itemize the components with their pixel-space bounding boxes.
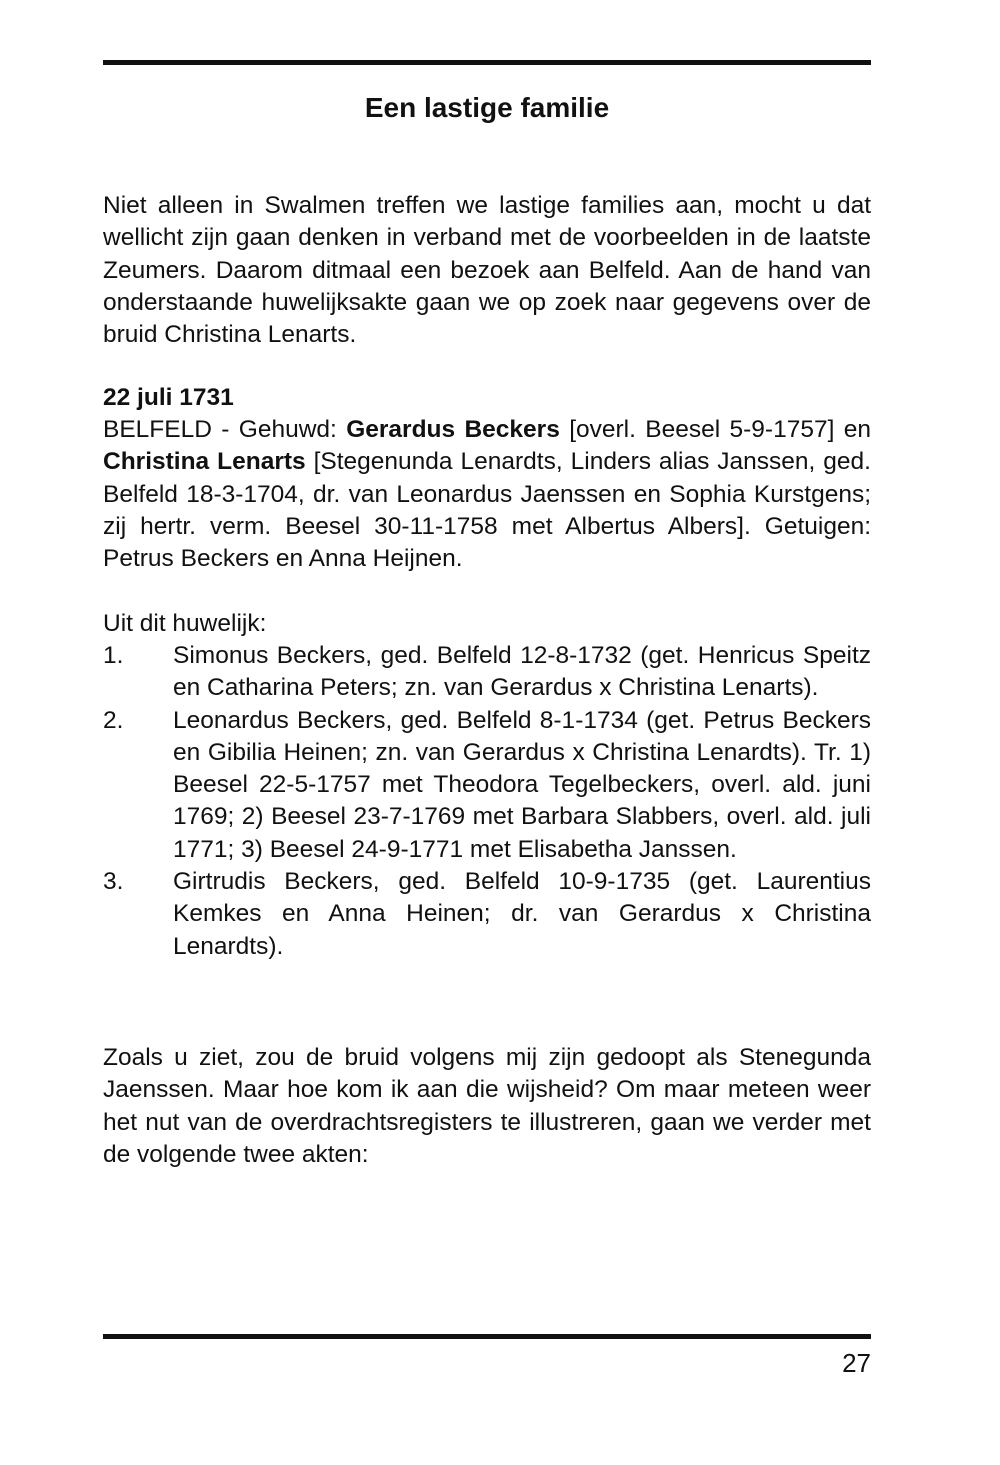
page-title: Een lastige familie xyxy=(364,92,610,123)
marriage-entry xyxy=(103,414,871,575)
children-heading: Uit dit huwelijk: xyxy=(103,610,267,637)
children-list xyxy=(103,640,871,963)
list-item xyxy=(103,705,871,866)
bottom-rule xyxy=(103,1334,871,1339)
bride-name: Christina Lenarts xyxy=(103,448,306,476)
entry-mid: [overl. Beesel 5-9-1757] en xyxy=(559,416,871,443)
list-item xyxy=(103,866,871,963)
entry-place: BELFELD - Gehuwd: xyxy=(103,416,347,443)
page-number: 27 xyxy=(842,1348,871,1378)
entry-rest: [Stegenunda Lenardts, Linders alias Janssen, ged. Belfeld 18-3-1704, dr. van Leonardus Jaenssen en Sophia Kurstgens; zij hertr. verm. Beesel 30-11-1758 met Albertus Albers]. Getuigen: Petrus Beckers en Anna Heijnen. xyxy=(103,448,871,573)
item-number: 3. xyxy=(103,868,124,896)
list-item xyxy=(103,640,871,705)
top-rule xyxy=(103,60,871,65)
entry-date: 22 juli 1731 xyxy=(103,384,234,411)
item-text: Leonardus Beckers, ged. Belfeld 8-1-1734 (get. Petrus Beckers en Gibilia Heinen; zn. van Gerardus x Christina Lenardts). Tr. 1) Beesel 22-5-1757 met Theodora Tegelbeckers, overl. ald. juni 1769; 2) Beesel 23-7-1769 met Barbara Slabbers, overl. ald. juli 1771; 3) Beesel 24-9-1771 met Elisabetha Janssen. xyxy=(173,706,871,863)
item-text: Simonus Beckers, ged. Belfeld 12-8-1732 (get. Henricus Speitz en Catharina Peters; zn. van Gerardus x Christina Lenarts). xyxy=(173,642,871,702)
groom-name: Gerardus Beckers xyxy=(346,416,560,443)
item-number: 2. xyxy=(103,706,124,734)
item-text: Girtrudis Beckers, ged. Belfeld 10-9-1735 (get. Laurentius Kemkes en Anna Heinen; dr. van Gerardus x Christina Lenardts). xyxy=(173,868,871,960)
outro-paragraph: Zoals u ziet, zou de bruid volgens mij zijn gedoopt als Stenegunda Jaenssen. Maar hoe kom ik aan die wijsheid? Om maar meteen weer het nut van de overdrachtsregisters te illustreren, gaan we verder met de volgende twee akten: xyxy=(103,1044,871,1168)
intro-paragraph: Niet alleen in Swalmen treffen we lastige families aan, mocht u dat wellicht zijn gaan denken in verband met de voorbeelden in de laatste Zeumers. Daarom ditmaal een bezoek aan Belfeld. Aan de hand van onderstaande huwelijksakte gaan we op zoek naar gegevens over de bruid Christina Lenarts. xyxy=(103,192,871,349)
item-number: 1. xyxy=(103,642,124,669)
